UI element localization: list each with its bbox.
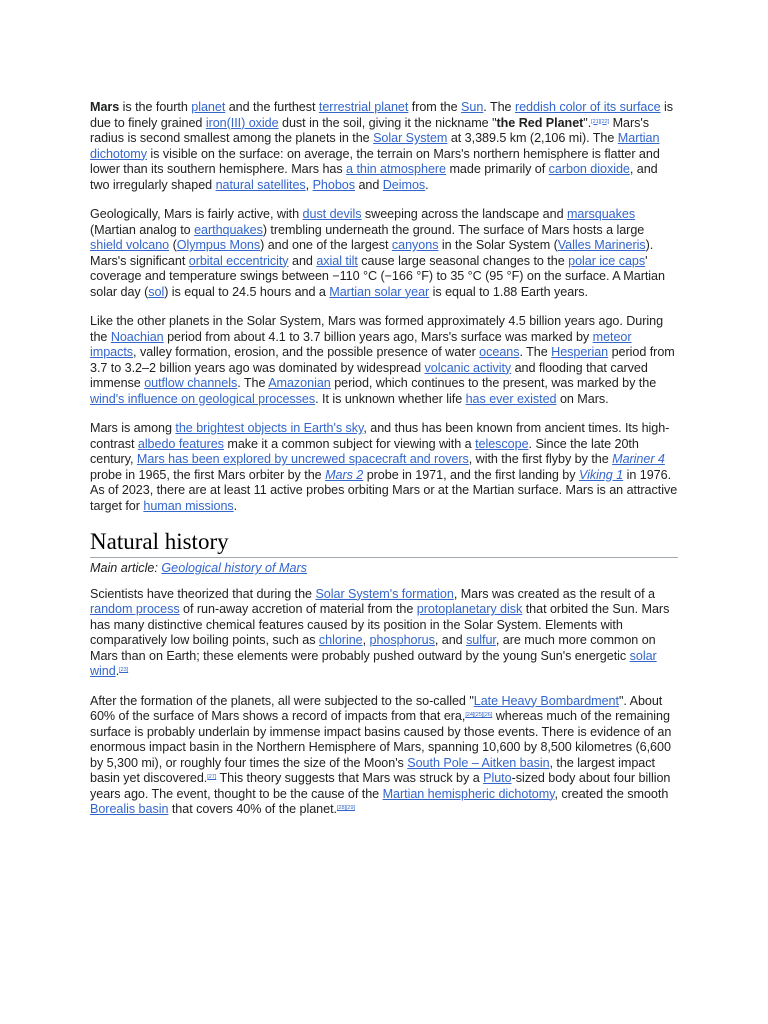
text-run: and xyxy=(288,253,317,268)
wiki-link[interactable]: Olympus Mons xyxy=(176,238,261,252)
text-run: ) is equal to 24.5 hours and a xyxy=(164,284,330,299)
wiki-link[interactable]: telescope xyxy=(475,436,529,451)
text-run: and the furthest xyxy=(225,100,319,114)
wiki-link[interactable]: dust devils xyxy=(302,207,362,221)
text-run: in the Solar System ( xyxy=(438,238,558,252)
text-run: ". xyxy=(583,115,592,130)
wiki-link[interactable]: iron(III) oxide xyxy=(205,115,279,130)
text-run: cause large seasonal changes to the xyxy=(357,253,569,268)
text-run: After the formation of the planets, all were subjected to the so-called " xyxy=(90,693,474,708)
text-run: Scientists have theorized that during the xyxy=(90,586,316,601)
wiki-link[interactable]: Valles Marineris xyxy=(557,238,646,252)
text-run: Like the other planets in the Solar System, Mars was formed approximately 4.5 billion years ago. During the xyxy=(90,314,664,344)
wiki-link[interactable]: Late Heavy Bombardment xyxy=(473,693,619,708)
text-run: period from 3.7 to 3.2–2 billion years ago was dominated by widespread xyxy=(90,345,675,375)
article-paragraph xyxy=(90,100,678,193)
wiki-link[interactable]: earthquakes xyxy=(194,222,263,237)
intro-paragraphs xyxy=(90,100,678,514)
wiki-link[interactable]: phosphorus xyxy=(369,633,435,647)
text-run: Mars's radius is second smallest among the planets in the xyxy=(90,115,649,145)
wiki-link[interactable]: Amazonian xyxy=(268,376,331,390)
wiki-link[interactable]: wind's influence on geological processes xyxy=(90,391,316,406)
text-run: is equal to 1.88 Earth years. xyxy=(429,284,588,299)
text-run: . xyxy=(115,664,120,678)
bold-text: the Red Planet xyxy=(496,115,584,130)
text-run: is due to finely grained xyxy=(90,100,673,130)
text-run: Mars is among xyxy=(90,421,176,435)
text-run: , created the smooth xyxy=(554,786,669,801)
text-run: of run-away accretion of material from the xyxy=(179,602,417,616)
wiki-link[interactable]: the brightest objects in Earth's sky xyxy=(175,421,364,435)
text-run: ' coverage and temperature swings between −110 °C (−166 °F) to 35 °C (95 °F) on the surface. A Martian solar day ( xyxy=(90,253,665,299)
wiki-link[interactable]: solar wind xyxy=(90,648,657,678)
text-run: , valley formation, erosion, and the possible presence of water xyxy=(133,345,480,359)
wiki-link[interactable]: oceans xyxy=(479,345,520,359)
text-run: . The xyxy=(483,100,515,114)
text-run: This theory suggests that Mars was struck by a xyxy=(216,771,484,785)
wiki-link[interactable]: Martian hemispheric dichotomy xyxy=(382,786,555,801)
wiki-link[interactable]: Sun xyxy=(461,100,484,114)
wiki-link[interactable]: a thin atmosphere xyxy=(346,162,447,176)
text-run: period from about 4.1 to 3.7 billion years ago, Mars's surface was marked by xyxy=(163,329,593,344)
wiki-link[interactable]: Noachian xyxy=(110,329,164,344)
wiki-link[interactable]: Solar System's formation xyxy=(315,586,454,601)
text-run: , the largest impact basin yet discovered. xyxy=(90,755,655,785)
wiki-link[interactable]: orbital eccentricity xyxy=(188,253,289,268)
article-paragraph xyxy=(90,587,678,680)
text-run: is visible on the surface: on average, the terrain on Mars's northern hemisphere is flatter and lower than its southern hemisphere. Mars has xyxy=(90,146,660,176)
text-run: , and two irregularly shaped xyxy=(90,162,658,192)
text-run: from the xyxy=(408,100,462,114)
wiki-link[interactable]: Viking 1 xyxy=(578,467,624,482)
wiki-link[interactable]: Phobos xyxy=(312,177,355,192)
wiki-link[interactable]: Martian dichotomy xyxy=(90,131,660,161)
text-run: ". About 60% of the surface of Mars shows a record of impacts from that era, xyxy=(90,693,663,723)
wiki-link[interactable]: terrestrial planet xyxy=(318,100,409,114)
text-run: ) trembling underneath the ground. The surface of Mars hosts a large xyxy=(262,222,645,237)
citation-link[interactable]: [27] xyxy=(207,774,217,780)
article-body xyxy=(90,100,678,832)
text-run: . Since the late 20th century, xyxy=(90,436,639,466)
text-run: . The xyxy=(237,376,269,390)
wiki-link[interactable]: human missions xyxy=(143,498,234,513)
text-run: ( xyxy=(169,238,177,252)
wiki-link[interactable]: Mars 2 xyxy=(325,467,364,482)
section-paragraphs xyxy=(90,587,678,818)
wiki-link[interactable]: sulfur xyxy=(466,633,496,647)
text-run: -sized body about four billion years ago. The event, thought to be the cause of the xyxy=(90,771,671,801)
text-run: period, which continues to the present, was marked by the xyxy=(330,376,657,390)
wiki-link[interactable]: polar ice caps xyxy=(568,253,646,268)
text-run: made primarily of xyxy=(446,162,549,176)
wiki-link[interactable]: Borealis basin xyxy=(90,802,169,816)
wiki-link[interactable]: has ever existed xyxy=(465,391,557,406)
wiki-link[interactable]: Hesperian xyxy=(551,345,609,359)
text-run: . It is unknown whether life xyxy=(315,391,466,406)
text-run: that orbited the Sun. Mars has many distinctive chemical features caused by its position in the Solar System. Elements with comparatively low boiling points, such as xyxy=(90,602,670,647)
wiki-link[interactable]: axial tilt xyxy=(316,253,358,268)
main-article-link[interactable]: Geological history of Mars xyxy=(161,561,307,575)
citation-link[interactable]: [21][22] xyxy=(591,118,610,125)
wiki-link[interactable]: carbon dioxide xyxy=(548,162,630,176)
citation-link[interactable]: [23] xyxy=(119,667,129,673)
text-run: ). Mars's significant xyxy=(90,238,654,268)
wiki-link[interactable]: meteor impacts xyxy=(90,329,632,359)
wiki-link[interactable]: albedo features xyxy=(137,436,224,451)
text-run: in 1976. As of 2023, there are at least 11 active probes orbiting Mars or at the Martian surface. Mars is an attractive target for xyxy=(90,467,678,513)
wiki-link[interactable]: marsquakes xyxy=(566,207,636,221)
text-run: sweeping across the landscape and xyxy=(361,207,567,221)
wiki-link[interactable]: Mars has been explored by uncrewed spacecraft and rovers xyxy=(136,452,469,466)
wiki-link[interactable]: random process xyxy=(90,602,180,616)
wiki-link[interactable]: Deimos xyxy=(382,177,426,192)
wiki-link[interactable]: South Pole – Aitken basin xyxy=(407,755,550,770)
text-run: , and thus has been known from ancient times. Its high-contrast xyxy=(90,421,670,451)
wiki-link[interactable]: shield volcano xyxy=(90,238,170,252)
text-run: , xyxy=(305,177,313,192)
bold-text: Mars xyxy=(90,100,120,114)
wiki-link[interactable]: Pluto xyxy=(483,771,512,785)
hatnote-prefix: Main article: xyxy=(90,561,162,575)
text-run: probe in 1965, the first Mars orbiter by the xyxy=(90,467,326,482)
text-run: (Martian analog to xyxy=(90,222,195,237)
text-run: , are much more common on Mars than on Earth; these elements were probably pushed outward by the young Sun's energetic xyxy=(90,633,656,663)
text-run: on Mars. xyxy=(556,391,609,406)
text-run: ) and one of the largest xyxy=(260,238,392,252)
wiki-link[interactable]: Solar System xyxy=(373,131,448,145)
wiki-link[interactable]: outflow channels xyxy=(144,376,238,390)
wiki-link[interactable]: volcanic activity xyxy=(424,360,512,375)
wiki-link[interactable]: planet xyxy=(191,100,226,114)
wiki-link[interactable]: sol xyxy=(148,284,165,299)
text-run: , and xyxy=(434,633,467,647)
citation-link[interactable]: [28][29] xyxy=(336,805,355,811)
wiki-link[interactable]: Martian solar year xyxy=(329,284,430,299)
wiki-link[interactable]: reddish color of its surface xyxy=(514,100,661,114)
text-run: at 3,389.5 km (2,106 mi). The xyxy=(447,131,618,145)
text-run: make it a common subject for viewing with a xyxy=(223,436,476,451)
wiki-link[interactable]: canyons xyxy=(391,238,439,252)
text-run: and flooding that carved immense xyxy=(90,360,648,390)
text-run: Geologically, Mars is fairly active, with xyxy=(90,207,303,221)
section-heading: Natural history xyxy=(90,528,678,558)
wiki-link[interactable]: chlorine xyxy=(318,633,363,647)
article-paragraph xyxy=(90,207,678,300)
text-run: dust in the soil, giving it the nickname " xyxy=(278,115,497,130)
article-paragraph xyxy=(90,694,678,818)
article-paragraph xyxy=(90,421,678,514)
text-run: . The xyxy=(519,345,552,359)
wiki-link[interactable]: Mariner 4 xyxy=(612,452,665,466)
text-run: , xyxy=(362,633,370,647)
text-run: that covers 40% of the planet. xyxy=(168,802,337,816)
text-run: . xyxy=(425,177,429,192)
text-run: is the fourth xyxy=(119,100,192,114)
text-run: , Mars was created as the result of a xyxy=(453,586,655,601)
citation-link[interactable]: [24][25][26] xyxy=(465,712,493,718)
text-run: . xyxy=(233,498,238,513)
wiki-link[interactable]: natural satellites xyxy=(215,177,306,192)
text-run: whereas much of the remaining surface is probably underlain by immense impact basins caused by those events. There is evidence of an enormous impact basin in the Northern Hemisphere of Mars, spanning 10,600 by 8,500 kilometres (6,600 by 5,300 mi), or roughly four times the size of the Moon's xyxy=(90,709,672,770)
wiki-link[interactable]: protoplanetary disk xyxy=(416,602,523,616)
text-run: and xyxy=(355,177,383,192)
text-run: probe in 1971, and the first landing by xyxy=(363,467,579,482)
hatnote xyxy=(90,561,678,577)
text-run: , with the first flyby by the xyxy=(468,452,613,466)
article-paragraph xyxy=(90,314,678,407)
